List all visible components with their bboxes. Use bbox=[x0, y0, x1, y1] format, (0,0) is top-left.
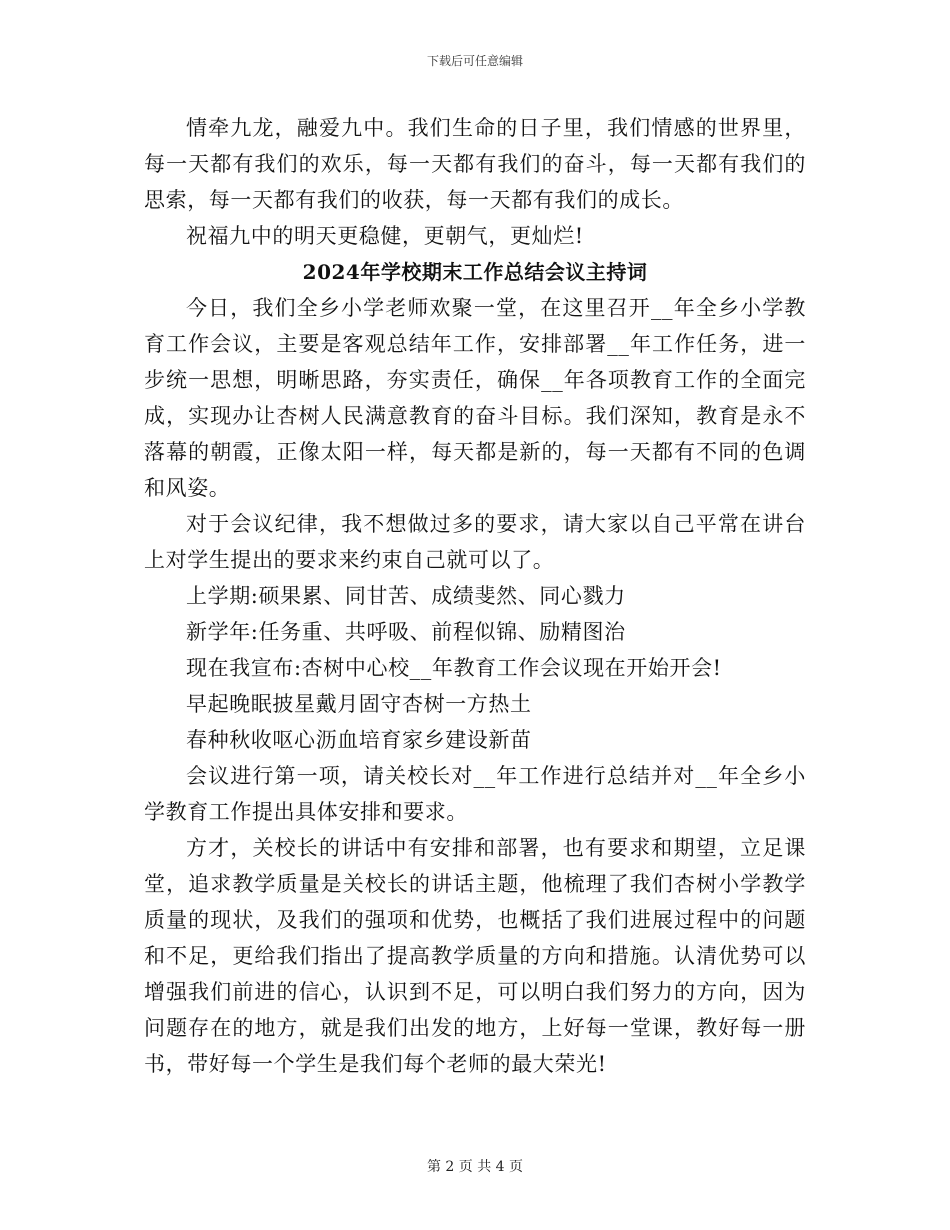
paragraph-new-year: 新学年:任务重、共呼吸、前程似锦、励精图治 bbox=[186, 620, 626, 644]
paragraph-blessing-intro: 情牵九龙，融爱九中。我们生命的日子里，我们情感的世界里，每一天都有我们的欢乐，每一天都有我们的奋斗，每一天都有我们的思索，每一天都有我们的收获，每一天都有我们的成长。 bbox=[144, 116, 806, 212]
paragraph-announcement: 现在我宣布:杏树中心校__年教育工作会议现在开始开会! bbox=[186, 656, 722, 680]
paragraph-opening: 今日，我们全乡小学老师欢聚一堂，在这里召开__年全乡小学教育工作会议，主要是客观总结年工作，安排部署__年工作任务，进一步统一思想，明晰思路，夯实责任，确保__年各项教育工作的全面完成，实现办让杏树人民满意教育的奋斗目标。我们深知，教育是永不落幕的朝霞，正像太阳一样，每天都是新的，每一天都有不同的色调和风姿。 bbox=[144, 296, 806, 500]
paragraph-blessing: 祝福九中的明天更稳健，更朝气，更灿烂! bbox=[186, 224, 584, 248]
paragraph-last-term: 上学期:硕果累、同甘苦、成绩斐然、同心戮力 bbox=[186, 584, 626, 608]
document-body bbox=[144, 110, 806, 1082]
page-footer: 第 2 页 共 4 页 bbox=[426, 1159, 524, 1175]
paragraph-discipline: 对于会议纪律，我不想做过多的要求，请大家以自己平常在讲台上对学生提出的要求来约束自己就可以了。 bbox=[144, 512, 806, 572]
paragraph-summary: 方才，关校长的讲话中有安排和部署，也有要求和期望，立足课堂，追求教学质量是关校长的讲话主题，他梳理了我们杏树小学教学质量的现状，及我们的强项和优势，也概括了我们进展过程中的问题和不足，更给我们指出了提高教学质量的方向和措施。认清优势可以增强我们前进的信心，认识到不足，可以明白我们努力的方向，因为问题存在的地方，就是我们出发的地方，上好每一堂课，教好每一册书，带好每一个学生是我们每个老师的最大荣光! bbox=[144, 836, 806, 1076]
page-header: 下载后可任意编辑 bbox=[426, 54, 523, 68]
paragraph-agenda-item-1: 会议进行第一项，请关校长对__年工作进行总结并对__年全乡小学教育工作提出具体安排和要求。 bbox=[144, 764, 806, 824]
paragraph-couplet-line-1: 早起晚眠披星戴月固守杏树一方热土 bbox=[186, 692, 532, 716]
section-title: 2024年学校期末工作总结会议主持词 bbox=[302, 260, 648, 284]
paragraph-couplet-line-2: 春种秋收呕心沥血培育家乡建设新苗 bbox=[186, 728, 532, 752]
